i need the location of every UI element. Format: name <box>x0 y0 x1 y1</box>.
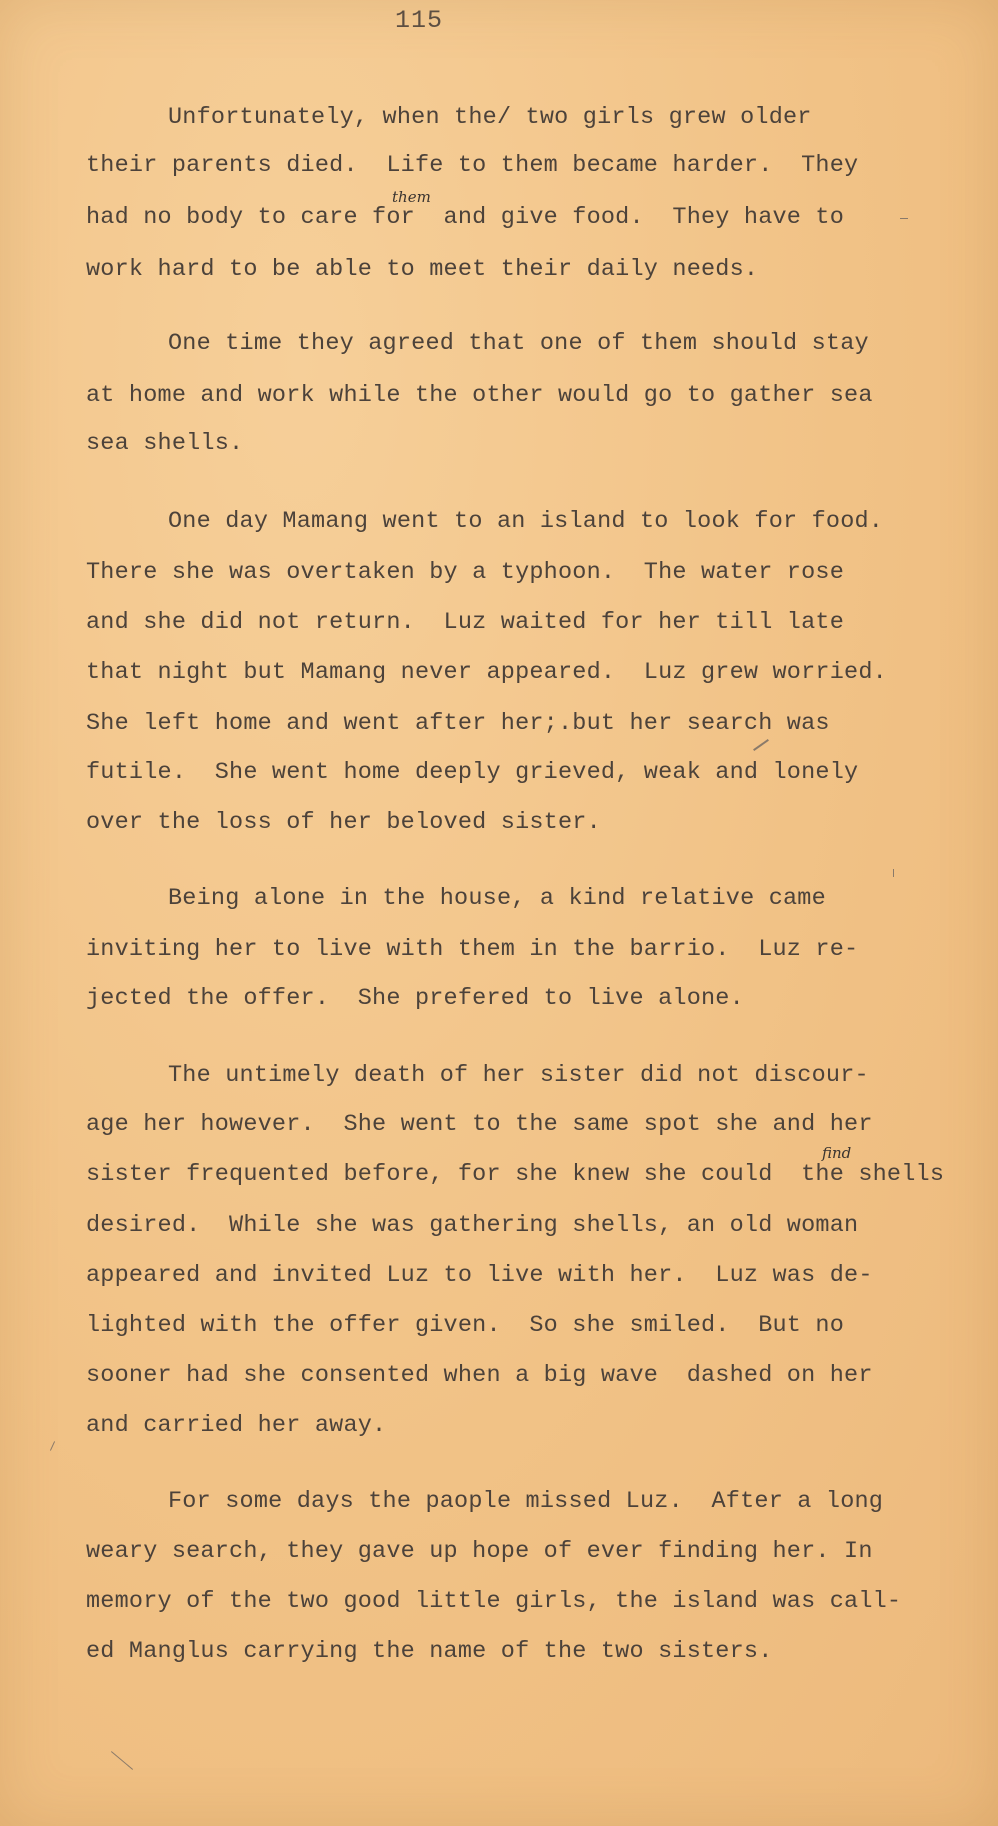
text-line: Being alone in the house, a kind relative came <box>168 885 826 912</box>
handwritten-annotation: find <box>822 1144 852 1162</box>
text-line: and carried her away. <box>86 1412 387 1439</box>
text-line: The untimely death of her sister did not discour- <box>168 1062 869 1089</box>
paper-mark <box>111 1751 133 1770</box>
text-line: had no body to care for and give food. They have to <box>86 204 845 231</box>
text-line: appeared and invited Luz to live with her. Luz was de- <box>86 1262 873 1289</box>
text-line: jected the offer. She prefered to live alone. <box>86 985 744 1012</box>
text-line: and she did not return. Luz waited for her till late <box>86 609 845 636</box>
text-line: She left home and went after her;.but her search was <box>86 710 830 737</box>
paper-mark <box>893 869 894 877</box>
text-line: work hard to be able to meet their daily needs. <box>86 256 759 283</box>
text-line: One time they agreed that one of them should stay <box>168 330 869 357</box>
text-line: lighted with the offer given. So she smiled. But no <box>86 1312 845 1339</box>
text-line: sister frequented before, for she knew she could the shells <box>86 1161 945 1188</box>
text-line: their parents died. Life to them became harder. They <box>86 152 859 179</box>
page-number: 115 <box>395 6 444 35</box>
text-line: memory of the two good little girls, the island was call- <box>86 1588 902 1615</box>
text-line: inviting her to live with them in the barrio. Luz re- <box>86 936 859 963</box>
pencil-tick-mark <box>753 739 769 751</box>
text-line: There she was overtaken by a typhoon. The water rose <box>86 559 845 586</box>
text-line: age her however. She went to the same spot she and her <box>86 1111 873 1138</box>
paper-mark <box>900 218 908 219</box>
text-line: sea shells. <box>86 430 244 457</box>
text-line: that night but Mamang never appeared. Luz grew worried. <box>86 659 887 686</box>
text-line: For some days the paople missed Luz. After a long <box>168 1488 884 1515</box>
text-line: futile. She went home deeply grieved, weak and lonely <box>86 759 859 786</box>
text-line: sooner had she consented when a big wave dashed on her <box>86 1362 873 1389</box>
text-line: at home and work while the other would go to gather sea <box>86 382 873 409</box>
text-line: One day Mamang went to an island to look for food. <box>168 508 884 535</box>
paper-mark <box>50 1441 55 1450</box>
text-line: Unfortunately, when the/ two girls grew older <box>168 104 812 131</box>
text-line: weary search, they gave up hope of ever finding her. In <box>86 1538 873 1565</box>
text-line: ed Manglus carrying the name of the two sisters. <box>86 1638 773 1665</box>
handwritten-annotation: them <box>392 188 431 206</box>
text-line: desired. While she was gathering shells, an old woman <box>86 1212 859 1239</box>
text-line: over the loss of her beloved sister. <box>86 809 601 836</box>
